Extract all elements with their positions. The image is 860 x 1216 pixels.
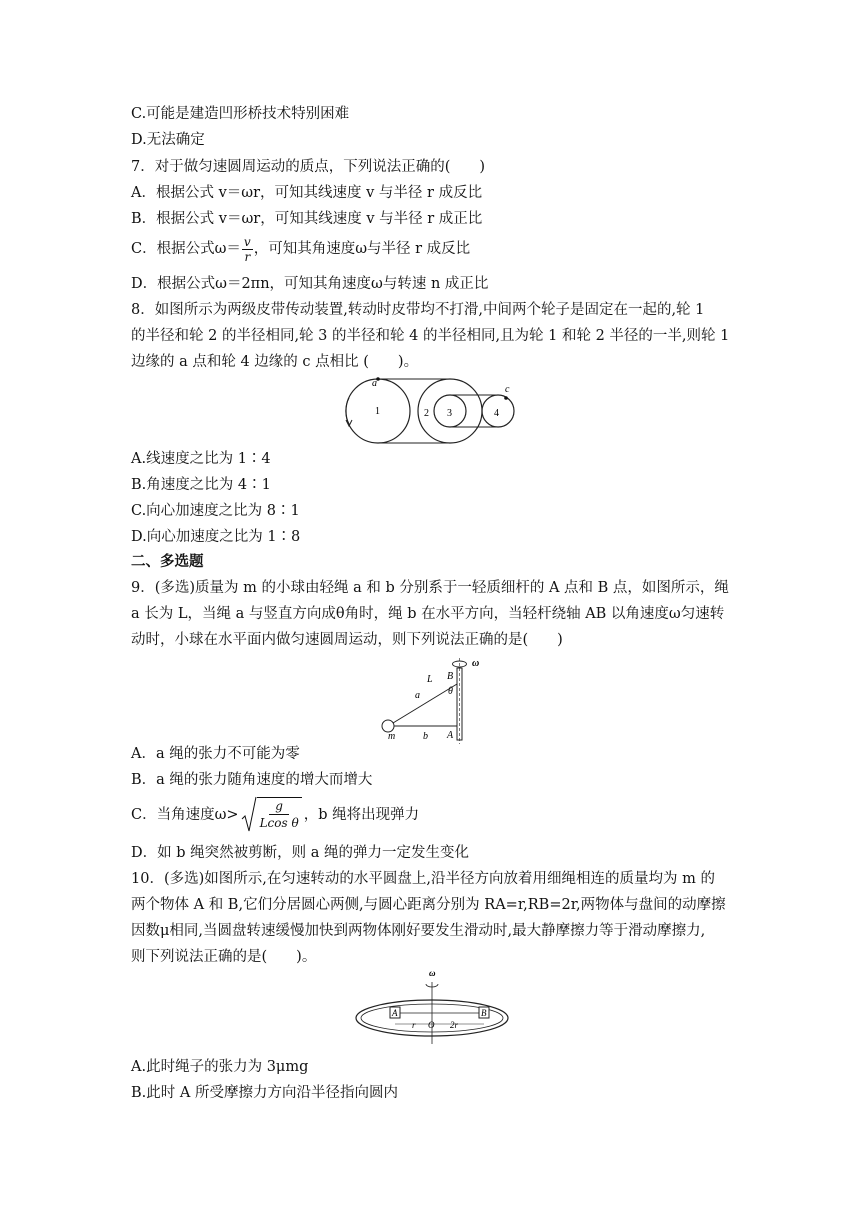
question-7-option-a: A．根据公式 v＝ωr，可知其线速度 v 与半径 r 成反比 [131, 185, 483, 201]
turntable-figure [352, 968, 512, 1048]
sqrt-numerator: g [269, 798, 289, 815]
label-m: m [388, 731, 396, 742]
q7c-prefix: C．根据公式ω＝ [131, 241, 241, 257]
label-A: A [447, 730, 454, 741]
option-d-prev: D.无法确定 [131, 132, 205, 148]
question-8-line-1: 8．如图所示为两级皮带传动装置,转动时皮带均不打滑,中间两个轮子是固定在一起的,轮 1 [131, 302, 705, 318]
question-9-line-2: a 长为 L，当绳 a 与竖直方向成θ角时，绳 b 在水平方向，当轻杆绕轴 AB 以角速度ω匀速转 [131, 606, 725, 622]
label-r: r [412, 1020, 416, 1030]
label-omega: ω [429, 968, 436, 978]
question-9-option-c [131, 794, 419, 836]
question-10-line-4: 则下列说法正确的是( )。 [131, 949, 317, 965]
question-7-stem: 7．对于做匀速圆周运动的质点，下列说法正确的( ) [131, 159, 486, 175]
question-8-option-c: C.向心加速度之比为 8∶1 [131, 503, 300, 519]
label-omega: ω [472, 658, 480, 669]
question-8-line-2: 的半径和轮 2 的半径相同,轮 3 的半径和轮 4 的半径相同,且为轮 1 和轮 2 半径的一半,则轮 1 [131, 328, 730, 344]
q9c-prefix: C．当角速度ω> [131, 807, 239, 823]
label-wheel-3: 3 [447, 408, 452, 419]
question-10-option-b: B.此时 A 所受摩擦力方向沿半径指向圆内 [131, 1085, 398, 1101]
fraction-denominator: r [244, 249, 251, 264]
question-8-option-b: B.角速度之比为 4∶1 [131, 477, 271, 493]
label-theta: θ [448, 686, 453, 697]
label-wheel-1: 1 [375, 406, 380, 417]
sqrt-fraction [257, 797, 302, 831]
question-7-option-b: B．根据公式 v＝ωr，可知其线速度 v 与半径 r 成正比 [131, 211, 483, 227]
q9c-suffix: ，b 绳将出现弹力 [303, 807, 420, 823]
question-9-option-d: D．如 b 绳突然被剪断，则 a 绳的弹力一定发生变化 [131, 845, 469, 861]
sqrt-denominator: Lcos θ [259, 816, 299, 830]
label-2r: 2r [450, 1020, 459, 1030]
question-9-option-a: A．a 绳的张力不可能为零 [131, 746, 300, 762]
sqrt-expression [241, 795, 302, 835]
label-b: b [423, 731, 428, 742]
question-10-line-3: 因数μ相同,当圆盘转速缓慢加快到两物体刚好要发生滑动时,最大静摩擦力等于滑动摩擦力, [131, 923, 706, 939]
question-7-option-c [131, 232, 470, 266]
fraction-v-over-r [242, 235, 253, 264]
label-L: L [427, 674, 433, 685]
question-7-option-d: D．根据公式ω＝2πn，可知其角速度ω与转速 n 成正比 [131, 276, 489, 292]
label-B: B [481, 1008, 487, 1018]
q7c-suffix: ，可知其角速度ω与半径 r 成反比 [253, 241, 471, 257]
question-10-option-a: A.此时绳子的张力为 3μmg [131, 1059, 309, 1075]
belt-drive-figure [340, 376, 520, 446]
question-10-line-1: 10．(多选)如图所示,在匀速转动的水平圆盘上,沿半径方向放着用细绳相连的质量均为 m 的 [131, 871, 715, 887]
label-B: B [447, 671, 454, 682]
question-10-line-2: 两个物体 A 和 B,它们分居圆心两侧,与圆心距离分别为 RA=r,RB=2r,两物体与盘间的动摩擦 [131, 897, 726, 913]
question-9-line-3: 动时，小球在水平面内做匀速圆周运动，则下列说法正确的是( ) [131, 632, 563, 648]
question-9-line-1: 9．(多选)质量为 m 的小球由轻绳 a 和 b 分别系于一轻质细杆的 A 点和 B 点，如图所示，绳 [131, 580, 729, 596]
question-8-option-d: D.向心加速度之比为 1∶8 [131, 529, 301, 545]
label-A: A [392, 1008, 398, 1018]
question-8-option-a: A.线速度之比为 1∶4 [131, 451, 271, 467]
label-wheel-2: 2 [424, 408, 429, 419]
radical-sign [241, 795, 257, 835]
label-a: a [415, 690, 420, 701]
label-c: c [505, 384, 510, 395]
question-8-line-3: 边缘的 a 点和轮 4 边缘的 c 点相比 ( )。 [131, 354, 419, 370]
rod-ball-figure [374, 654, 524, 744]
fraction-numerator: v [243, 234, 251, 249]
question-9-option-b: B．a 绳的张力随角速度的增大而增大 [131, 772, 373, 788]
option-c-prev: C.可能是建造凹形桥技术特别困难 [131, 106, 350, 122]
label-wheel-4: 4 [494, 408, 499, 419]
section-heading-multi-choice: 二、多选题 [131, 554, 204, 570]
point-c [504, 396, 508, 400]
label-O: O [428, 1020, 435, 1030]
label-a: a [372, 378, 377, 389]
